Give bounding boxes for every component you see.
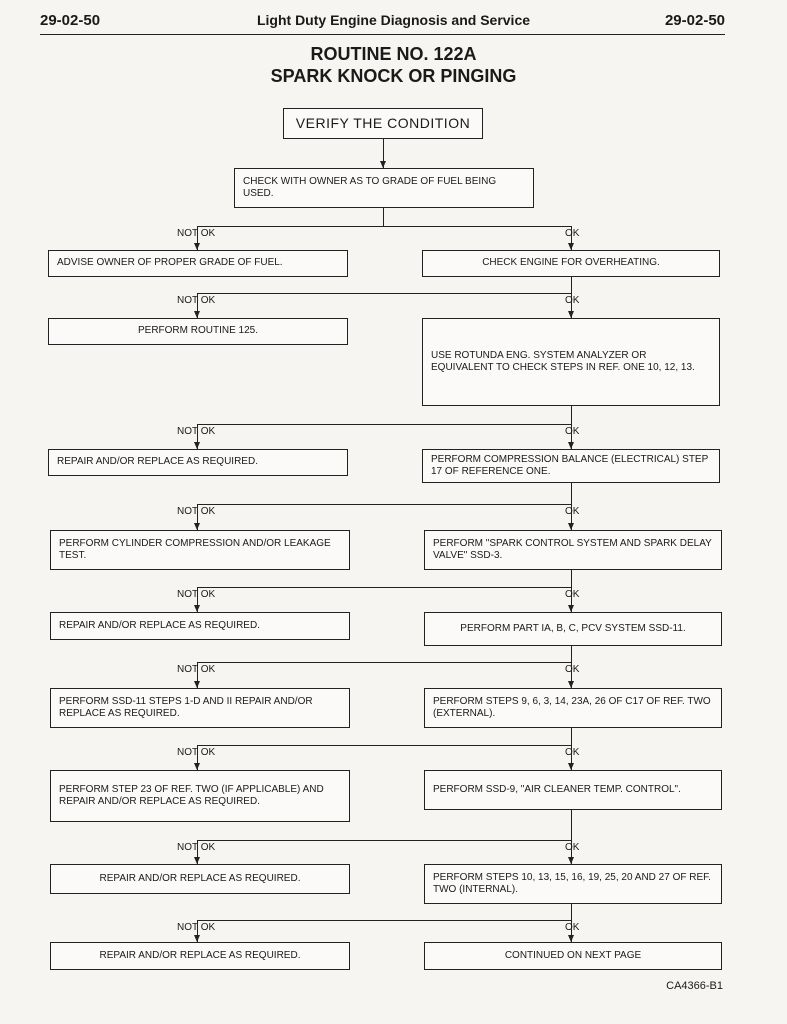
- not-ok-label: NOT OK: [177, 295, 216, 306]
- connector: [571, 810, 573, 840]
- arrow-down-icon: [194, 442, 200, 449]
- ok-label: OK: [565, 842, 580, 853]
- arrow-down-icon: [568, 523, 574, 530]
- connector: [571, 483, 573, 504]
- connector: [571, 406, 573, 424]
- arrow-down-icon: [380, 161, 386, 168]
- right-action-box: CHECK ENGINE FOR OVERHEATING.: [422, 250, 720, 277]
- routine-title: SPARK KNOCK OR PINGING: [270, 66, 517, 86]
- arrow-down-icon: [568, 605, 574, 612]
- branch-line: [197, 424, 571, 426]
- branch-line: [197, 504, 571, 506]
- right-action-box: PERFORM STEPS 9, 6, 3, 14, 23A, 26 OF C17 OF REF. TWO (EXTERNAL).: [424, 688, 722, 728]
- left-action-box: REPAIR AND/OR REPLACE AS REQUIRED.: [48, 449, 348, 476]
- not-ok-label: NOT OK: [177, 228, 216, 239]
- left-action-box: PERFORM STEP 23 OF REF. TWO (IF APPLICABLE) AND REPAIR AND/OR REPLACE AS REQUIRED.: [50, 770, 350, 822]
- right-action-box: PERFORM "SPARK CONTROL SYSTEM AND SPARK DELAY VALVE" SSD-3.: [424, 530, 722, 570]
- connector: [571, 646, 573, 662]
- arrow-down-icon: [194, 935, 200, 942]
- connector: [571, 904, 573, 920]
- running-header-title: Light Duty Engine Diagnosis and Service: [256, 12, 531, 28]
- right-action-box: USE ROTUNDA ENG. SYSTEM ANALYZER OR EQUIVALENT TO CHECK STEPS IN REF. ONE 10, 12, 13.: [422, 318, 720, 406]
- ok-label: OK: [565, 589, 580, 600]
- right-action-box: PERFORM SSD-9, "AIR CLEANER TEMP. CONTROL".: [424, 770, 722, 810]
- arrow-down-icon: [568, 243, 574, 250]
- connector: [571, 728, 573, 745]
- header-rule: [40, 34, 725, 35]
- left-action-box: PERFORM ROUTINE 125.: [48, 318, 348, 345]
- routine-number: ROUTINE NO. 122A: [310, 44, 477, 64]
- not-ok-label: NOT OK: [177, 922, 216, 933]
- ok-label: OK: [565, 426, 580, 437]
- page-number-right: 29-02-50: [664, 12, 725, 29]
- check-owner-box: CHECK WITH OWNER AS TO GRADE OF FUEL BEING USED.: [234, 168, 534, 208]
- arrow-down-icon: [568, 442, 574, 449]
- branch-line: [197, 745, 571, 747]
- branch-line: [197, 587, 571, 589]
- branch-line: [197, 293, 571, 295]
- not-ok-label: NOT OK: [177, 664, 216, 675]
- arrow-down-icon: [194, 523, 200, 530]
- left-action-box: REPAIR AND/OR REPLACE AS REQUIRED.: [50, 612, 350, 640]
- left-action-box: REPAIR AND/OR REPLACE AS REQUIRED.: [50, 942, 350, 970]
- right-action-box: PERFORM COMPRESSION BALANCE (ELECTRICAL) STEP 17 OF REFERENCE ONE.: [422, 449, 720, 483]
- right-action-box: PERFORM STEPS 10, 13, 15, 16, 19, 25, 20 AND 27 OF REF. TWO (INTERNAL).: [424, 864, 722, 904]
- branch-line: [197, 662, 571, 664]
- arrow-down-icon: [194, 605, 200, 612]
- left-action-box: PERFORM CYLINDER COMPRESSION AND/OR LEAKAGE TEST.: [50, 530, 350, 570]
- arrow-down-icon: [194, 857, 200, 864]
- right-action-box: PERFORM PART IA, B, C, PCV SYSTEM SSD-11.: [424, 612, 722, 646]
- verify-condition-box: VERIFY THE CONDITION: [283, 108, 483, 139]
- connector: [383, 208, 385, 226]
- not-ok-label: NOT OK: [177, 426, 216, 437]
- arrow-down-icon: [568, 763, 574, 770]
- branch-line: [197, 226, 571, 228]
- arrow-down-icon: [194, 763, 200, 770]
- arrow-down-icon: [568, 311, 574, 318]
- ok-label: OK: [565, 228, 580, 239]
- ok-label: OK: [565, 747, 580, 758]
- not-ok-label: NOT OK: [177, 589, 216, 600]
- ok-label: OK: [565, 922, 580, 933]
- left-action-box: PERFORM SSD-11 STEPS 1-D AND II REPAIR AND/OR REPLACE AS REQUIRED.: [50, 688, 350, 728]
- ok-label: OK: [565, 664, 580, 675]
- left-action-box: ADVISE OWNER OF PROPER GRADE OF FUEL.: [48, 250, 348, 277]
- page-number-left: 29-02-50: [40, 12, 101, 29]
- left-action-box: REPAIR AND/OR REPLACE AS REQUIRED.: [50, 864, 350, 894]
- connector: [571, 570, 573, 587]
- arrow-down-icon: [194, 681, 200, 688]
- arrow-down-icon: [194, 311, 200, 318]
- right-action-box: CONTINUED ON NEXT PAGE: [424, 942, 722, 970]
- not-ok-label: NOT OK: [177, 842, 216, 853]
- ok-label: OK: [565, 295, 580, 306]
- not-ok-label: NOT OK: [177, 747, 216, 758]
- arrow-down-icon: [568, 935, 574, 942]
- connector: [571, 277, 573, 293]
- ok-label: OK: [565, 506, 580, 517]
- arrow-down-icon: [194, 243, 200, 250]
- branch-line: [197, 920, 571, 922]
- arrow-down-icon: [568, 681, 574, 688]
- not-ok-label: NOT OK: [177, 506, 216, 517]
- figure-id: CA4366-B1: [666, 980, 723, 992]
- arrow-down-icon: [568, 857, 574, 864]
- branch-line: [197, 840, 571, 842]
